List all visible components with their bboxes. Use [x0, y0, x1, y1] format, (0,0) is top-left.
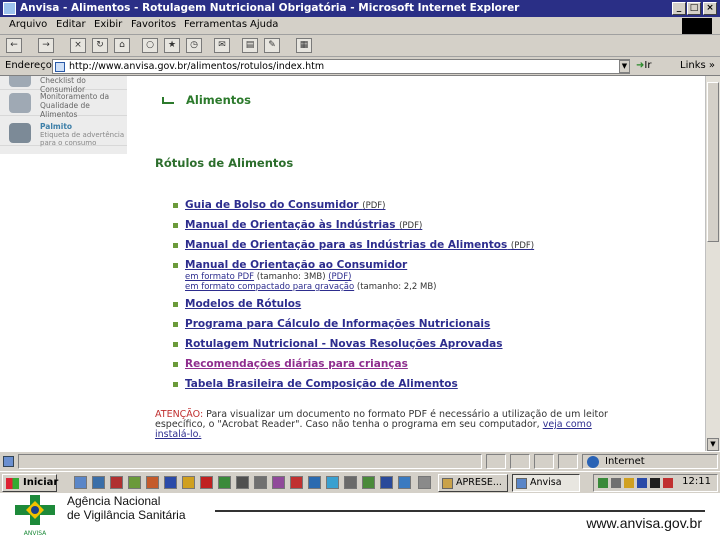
speaker-icon[interactable] — [637, 478, 647, 488]
taskbar — [0, 471, 720, 493]
svg-text:ANVISA: ANVISA — [23, 530, 47, 537]
status-cell — [558, 454, 578, 469]
page-content — [0, 76, 705, 451]
bullet-icon — [173, 382, 178, 387]
menu-ferramentas[interactable]: Ferramentas — [184, 19, 248, 30]
checklist-icon — [9, 76, 31, 87]
bullet-icon — [173, 263, 178, 268]
link-recomendacoes[interactable]: Recomendações diárias para crianças — [185, 358, 408, 370]
link-novas-resolucoes[interactable]: Rotulagem Nutricional - Novas Resoluções Aprovadas — [185, 338, 503, 350]
title-bar — [0, 0, 720, 17]
clock: 12:11 — [682, 476, 711, 487]
consumer-sub-pdf: em formato PDF (tamanho: 3MB) (PDF) — [185, 272, 352, 282]
links-button[interactable]: Links » — [680, 60, 715, 71]
link-formato-pdf[interactable]: em formato PDF — [185, 272, 255, 282]
home-icon[interactable]: ⌂ — [114, 38, 130, 53]
discuss-icon[interactable]: ▦ — [296, 38, 312, 53]
bullet-icon — [173, 223, 178, 228]
address-input[interactable] — [52, 59, 630, 74]
ie-status-icon — [3, 456, 14, 467]
menu-ajuda[interactable]: Ajuda — [250, 19, 279, 30]
tray-icon[interactable] — [611, 478, 621, 488]
palmito-icon — [9, 123, 31, 143]
tray-icon[interactable] — [663, 478, 673, 488]
bullet-icon — [173, 322, 178, 327]
site-url: www.anvisa.gov.br — [586, 515, 702, 531]
stop-icon[interactable]: × — [70, 38, 86, 53]
link-programa-calculo[interactable]: Programa para Cálculo de Informações Nutricionais — [185, 318, 491, 330]
scroll-down-icon[interactable]: ▼ — [707, 438, 719, 451]
address-dropdown-icon[interactable]: ▼ — [619, 60, 630, 73]
favorites-icon[interactable]: ★ — [164, 38, 180, 53]
link-guia-bolso[interactable]: Guia de Bolso do Consumidor (PDF) — [185, 199, 386, 211]
footer-divider — [215, 510, 705, 512]
link-manual-industrias[interactable]: Manual de Orientação às Indústrias (PDF) — [185, 219, 423, 231]
close-button[interactable]: × — [703, 2, 717, 15]
address-label: Endereço — [5, 60, 52, 71]
quicklaunch-icon[interactable] — [218, 476, 231, 489]
menu-favoritos[interactable]: Favoritos — [131, 19, 177, 30]
minimize-button[interactable]: _ — [672, 2, 686, 15]
quicklaunch-icon[interactable] — [110, 476, 123, 489]
globe-icon — [587, 456, 599, 468]
agency-name: Agência Nacional de Vigilância Sanitária — [67, 494, 186, 522]
page-heading: Rótulos de Alimentos — [155, 156, 294, 170]
print-icon[interactable]: ▤ — [242, 38, 258, 53]
task-apresentacao[interactable]: APRESE... — [438, 474, 508, 492]
link-manual-industrias-alimentos[interactable]: Manual de Orientação para as Indústrias de Alimentos (PDF) — [185, 239, 535, 251]
quicklaunch-icon[interactable] — [272, 476, 285, 489]
sidebar-item-monitoramento[interactable]: Monitoramento da Qualidade de Alimentos — [0, 90, 127, 116]
forward-icon[interactable]: → — [38, 38, 54, 53]
quicklaunch-icon[interactable] — [398, 476, 411, 489]
anvisa-logo — [10, 495, 60, 537]
quicklaunch-icon[interactable] — [308, 476, 321, 489]
edit-icon[interactable]: ✎ — [264, 38, 280, 53]
quicklaunch-icon[interactable] — [182, 476, 195, 489]
consumer-sub-zip: em formato compactado para gravação (tamanho: 2,2 MB) — [185, 282, 437, 292]
maximize-button[interactable]: □ — [687, 2, 701, 15]
window-title: Anvisa - Alimentos - Rotulagem Nutricional Obrigatória - Microsoft Internet Explorer — [20, 2, 520, 14]
bullet-icon — [173, 342, 178, 347]
status-zone: Internet — [582, 454, 718, 469]
section-marker — [162, 97, 174, 104]
status-cell — [510, 454, 530, 469]
history-icon[interactable]: ◷ — [186, 38, 202, 53]
quicklaunch-icon[interactable] — [200, 476, 213, 489]
quicklaunch-icon[interactable] — [74, 476, 87, 489]
sidebar-item-checklist[interactable]: Checklist do Consumidor — [0, 76, 127, 90]
start-button[interactable]: Iniciar — [2, 474, 57, 492]
menu-arquivo[interactable]: Arquivo — [9, 19, 48, 30]
quicklaunch-icon[interactable] — [164, 476, 177, 489]
link-manual-consumidor[interactable]: Manual de Orientação ao Consumidor — [185, 259, 408, 271]
link-modelos-rotulos[interactable]: Modelos de Rótulos — [185, 298, 302, 310]
vertical-scrollbar[interactable] — [705, 76, 720, 451]
link-formato-compactado[interactable]: em formato compactado para gravação — [185, 282, 355, 292]
quicklaunch-icon[interactable] — [362, 476, 375, 489]
pdf-notice: ATENÇÃO: Para visualizar um documento no formato PDF é necessário a utilização de um leitor específico, o "Acrobat Reader". Caso não tenha o programa em seu computador, veja como instalá-lo. — [155, 409, 608, 440]
notice-warning: ATENÇÃO: — [155, 409, 204, 420]
link-instalar[interactable]: veja como instalá-lo. — [155, 419, 592, 440]
system-tray — [593, 474, 718, 492]
quicklaunch-icon[interactable] — [326, 476, 339, 489]
status-cell — [486, 454, 506, 469]
bullet-icon — [173, 243, 178, 248]
address-url: http://www.anvisa.gov.br/alimentos/rotulos/index.htm — [69, 61, 325, 72]
status-bar — [0, 451, 720, 471]
tray-icon[interactable] — [650, 478, 660, 488]
refresh-icon[interactable]: ↻ — [92, 38, 108, 53]
monitor-icon — [9, 93, 31, 113]
bullet-icon — [173, 203, 178, 208]
windows-logo-icon — [682, 18, 712, 34]
menu-exibir[interactable]: Exibir — [94, 19, 123, 30]
sidebar-item-palmito[interactable]: Palmito Etiqueta de advertência para o consumo — [0, 120, 127, 146]
sidebar — [0, 76, 127, 154]
status-text-cell — [18, 454, 482, 469]
quicklaunch-icon[interactable] — [128, 476, 141, 489]
quicklaunch-icon[interactable] — [380, 476, 393, 489]
quicklaunch-icon[interactable] — [418, 476, 431, 489]
quicklaunch-icon[interactable] — [236, 476, 249, 489]
quicklaunch-icon[interactable] — [146, 476, 159, 489]
tray-icon[interactable] — [624, 478, 634, 488]
windows-start-icon — [6, 478, 19, 489]
link-tabela-brasileira[interactable]: Tabela Brasileira de Composição de Alimentos — [185, 378, 458, 390]
bullet-icon — [173, 362, 178, 367]
quicklaunch-icon[interactable] — [344, 476, 357, 489]
footer-banner — [0, 493, 720, 540]
address-bar — [0, 57, 720, 76]
status-cell — [534, 454, 554, 469]
menu-editar[interactable]: Editar — [56, 19, 86, 30]
quicklaunch-icon[interactable] — [254, 476, 267, 489]
scroll-thumb[interactable] — [707, 82, 719, 242]
go-button[interactable]: ➜Ir — [636, 60, 652, 71]
mail-icon[interactable]: ✉ — [214, 38, 230, 53]
page-icon — [55, 62, 65, 72]
tray-icon[interactable] — [598, 478, 608, 488]
quicklaunch-icon[interactable] — [290, 476, 303, 489]
ie-task-icon — [516, 478, 527, 489]
toolbar — [0, 35, 720, 57]
menu-bar — [0, 17, 720, 35]
link-pdf-tag[interactable]: (PDF) — [328, 272, 352, 282]
back-icon[interactable]: ← — [6, 38, 22, 53]
search-icon[interactable]: ○ — [142, 38, 158, 53]
ie-icon — [3, 2, 16, 15]
bullet-icon — [173, 302, 178, 307]
task-anvisa[interactable]: Anvisa — [512, 474, 580, 492]
powerpoint-icon — [442, 478, 453, 489]
section-title: Alimentos — [186, 93, 251, 107]
quicklaunch-icon[interactable] — [92, 476, 105, 489]
